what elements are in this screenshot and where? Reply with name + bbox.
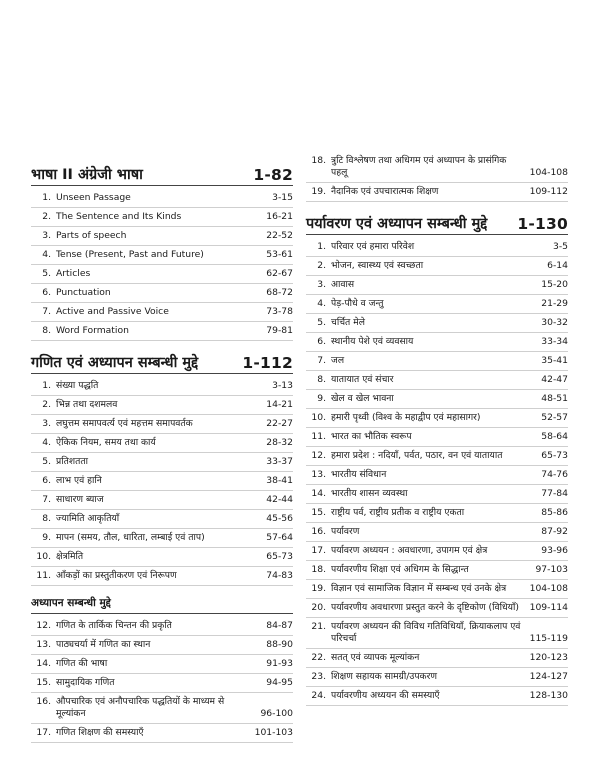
entry-title: क्षेत्रमिति xyxy=(56,551,84,562)
entry-number: 14. xyxy=(36,658,51,669)
entry-title: भारत का भौतिक स्वरूप xyxy=(331,431,412,442)
toc-entry xyxy=(306,428,568,447)
section-maths-header xyxy=(31,346,293,374)
toc-entry xyxy=(31,472,293,491)
toc-entry xyxy=(31,724,293,743)
toc-entry xyxy=(31,434,293,453)
toc-entry xyxy=(31,529,293,548)
entry-title: भिन्न तथा दशमलव xyxy=(56,399,118,410)
section-page-range: 1-112 xyxy=(242,354,293,372)
entry-number: 6. xyxy=(42,287,51,298)
entry-number: 4. xyxy=(317,298,326,309)
entry-number: 2. xyxy=(317,260,326,271)
section-page-range: 1-82 xyxy=(253,166,293,184)
entry-pages: 58-64 xyxy=(541,431,568,442)
entry-pages: 30-32 xyxy=(541,317,568,328)
entry-title: आँकड़ों का प्रस्तुतीकरण एवं निरूपण xyxy=(56,570,177,581)
entry-title: चर्चित मेले xyxy=(331,317,365,328)
entry-pages: 45-56 xyxy=(266,513,293,524)
toc-entry xyxy=(306,390,568,409)
entry-pages: 6-14 xyxy=(547,260,568,271)
toc-entry xyxy=(31,303,293,322)
entry-pages: 93-96 xyxy=(541,545,568,556)
entry-pages: 88-90 xyxy=(266,639,293,650)
subsection-title: अध्यापन सम्बन्धी मुद्दे xyxy=(31,588,293,614)
entry-number: 16. xyxy=(36,696,51,707)
entry-pages: 109-112 xyxy=(529,186,568,197)
entry-pages: 104-108 xyxy=(529,583,568,594)
entry-number: 13. xyxy=(36,639,51,650)
entry-pages: 42-47 xyxy=(541,374,568,385)
toc-entry xyxy=(306,276,568,295)
toc-entry xyxy=(306,333,568,352)
entry-title: पर्यावरण xyxy=(331,526,360,537)
entry-pages: 16-21 xyxy=(266,211,293,222)
entry-pages: 85-86 xyxy=(541,507,568,518)
entry-number: 1. xyxy=(42,192,51,203)
toc-entry xyxy=(306,542,568,561)
entry-title: गणित शिक्षण की समस्याएँ xyxy=(56,727,144,738)
entry-number: 6. xyxy=(42,475,51,486)
entry-title: भोजन, स्वास्थ्य एवं स्वच्छता xyxy=(331,260,424,271)
entry-title: ऐकिक नियम, समय तथा कार्य xyxy=(56,437,156,448)
entry-title: यातायात एवं संचार xyxy=(331,374,394,385)
entry-number: 3. xyxy=(317,279,326,290)
entry-number: 5. xyxy=(317,317,326,328)
toc-entry xyxy=(306,649,568,668)
entry-pages: 48-51 xyxy=(541,393,568,404)
toc-entry xyxy=(31,189,293,208)
entry-number: 9. xyxy=(42,532,51,543)
entry-title: शिक्षण सहायक सामग्री/उपकरण xyxy=(331,671,438,682)
toc-entry xyxy=(31,246,293,265)
entry-number: 11. xyxy=(36,570,51,581)
entry-pages: 42-44 xyxy=(266,494,293,505)
entry-title: आवास xyxy=(331,279,355,290)
entry-pages: 101-103 xyxy=(254,727,293,738)
entry-number: 2. xyxy=(42,399,51,410)
entry-title: भारतीय शासन व्यवस्था xyxy=(331,488,408,499)
toc-entry xyxy=(31,265,293,284)
entry-number: 8. xyxy=(42,325,51,336)
section-title: भाषा II अंग्रेजी भाषा xyxy=(31,167,143,183)
toc-entry xyxy=(31,415,293,434)
toc-entry xyxy=(306,257,568,276)
entry-number: 8. xyxy=(42,513,51,524)
entry-number: 1. xyxy=(42,380,51,391)
toc-entry xyxy=(31,674,293,693)
entry-pages: 33-37 xyxy=(266,456,293,467)
entry-number: 10. xyxy=(36,551,51,562)
toc-entry xyxy=(306,687,568,706)
entry-number: 16. xyxy=(311,526,326,537)
entry-pages: 33-34 xyxy=(541,336,568,347)
entry-number: 18. xyxy=(311,155,326,166)
entry-pages: 128-130 xyxy=(529,690,568,701)
toc-entry xyxy=(31,396,293,415)
entry-title: त्रुटि विश्लेषण तथा अधिगम एवं अध्यापन के प्रासंगिक पहलू xyxy=(331,155,507,178)
entry-number: 7. xyxy=(42,494,51,505)
entry-pages: 3-15 xyxy=(272,192,293,203)
entry-title: परिवार एवं हमारा परिवेश xyxy=(331,241,415,252)
entry-pages: 96-100 xyxy=(260,708,293,719)
entry-title: पाठ्यचर्या में गणित का स्थान xyxy=(56,639,151,650)
entry-pages: 57-64 xyxy=(266,532,293,543)
entry-number: 4. xyxy=(42,437,51,448)
entry-number: 19. xyxy=(311,186,326,197)
section-title: पर्यावरण एवं अध्यापन सम्बन्धी मुद्दे xyxy=(306,216,488,232)
entry-number: 9. xyxy=(317,393,326,404)
entry-title: Tense (Present, Past and Future) xyxy=(56,249,204,260)
toc-entry xyxy=(31,655,293,674)
entry-number: 6. xyxy=(317,336,326,347)
entry-title: Active and Passive Voice xyxy=(56,306,169,317)
toc-entry xyxy=(31,567,293,586)
entry-number: 18. xyxy=(311,564,326,575)
toc-entry xyxy=(306,523,568,542)
left-column xyxy=(31,158,293,743)
entry-pages: 84-87 xyxy=(266,620,293,631)
entry-title: नैदानिक एवं उपचारात्मक शिक्षण xyxy=(331,186,439,197)
entry-number: 23. xyxy=(311,671,326,682)
entry-title: जल xyxy=(331,355,345,366)
toc-entry xyxy=(31,322,293,341)
entry-pages: 22-27 xyxy=(266,418,293,429)
maths-continued-items xyxy=(306,152,568,202)
entry-title: गणित के तार्किक चिन्तन की प्रकृति xyxy=(56,620,172,631)
entry-title: पर्यावरण अध्ययन की विविध गतिविधियाँ, क्रियाकलाप एवं परिचर्चा xyxy=(331,621,521,644)
entry-number: 12. xyxy=(311,450,326,461)
entry-title: लाभ एवं हानि xyxy=(56,475,102,486)
toc-entry xyxy=(31,548,293,567)
entry-pages: 53-61 xyxy=(266,249,293,260)
entry-title: भारतीय संविधान xyxy=(331,469,387,480)
toc-entry xyxy=(306,447,568,466)
entry-title: पर्यावरणीय शिक्षा एवं अधिगम के सिद्धान्त xyxy=(331,564,469,575)
entry-pages: 124-127 xyxy=(529,671,568,682)
toc-entry xyxy=(31,617,293,636)
toc-entry xyxy=(306,371,568,390)
entry-pages: 68-72 xyxy=(266,287,293,298)
entry-number: 3. xyxy=(42,418,51,429)
entry-number: 17. xyxy=(311,545,326,556)
entry-pages: 97-103 xyxy=(535,564,568,575)
entry-number: 22. xyxy=(311,652,326,663)
entry-title: ज्यामिति आकृतियाँ xyxy=(56,513,120,524)
toc-entry xyxy=(306,314,568,333)
entry-pages: 38-41 xyxy=(266,475,293,486)
entry-title: Unseen Passage xyxy=(56,192,131,203)
entry-pages: 91-93 xyxy=(266,658,293,669)
evs-items xyxy=(306,235,568,706)
entry-number: 20. xyxy=(311,602,326,613)
entry-number: 15. xyxy=(311,507,326,518)
entry-title: पर्यावरणीय अध्ययन की समस्याएँ xyxy=(331,690,440,701)
entry-title: The Sentence and Its Kinds xyxy=(56,211,182,222)
entry-pages: 65-73 xyxy=(266,551,293,562)
entry-pages: 120-123 xyxy=(529,652,568,663)
entry-number: 12. xyxy=(36,620,51,631)
toc-entry xyxy=(31,453,293,472)
entry-pages: 15-20 xyxy=(541,279,568,290)
entry-title: लघुत्तम समापवर्त्य एवं महत्तम समापवर्तक xyxy=(56,418,193,429)
entry-pages: 52-57 xyxy=(541,412,568,423)
entry-title: Word Formation xyxy=(56,325,129,336)
entry-number: 5. xyxy=(42,268,51,279)
entry-number: 19. xyxy=(311,583,326,594)
entry-title: सामुदायिक गणित xyxy=(56,677,115,688)
entry-pages: 79-81 xyxy=(266,325,293,336)
entry-title: स्थानीय पेशे एवं व्यवसाय xyxy=(331,336,414,347)
entry-title: औपचारिक एवं अनौपचारिक पद्धतियों के माध्यम से मूल्यांकन xyxy=(56,696,225,719)
entry-number: 14. xyxy=(311,488,326,499)
entry-pages: 14-21 xyxy=(266,399,293,410)
maths-pedagogy-items xyxy=(31,614,293,743)
section-english-header xyxy=(31,158,293,186)
toc-entry xyxy=(31,208,293,227)
entry-title: राष्ट्रीय पर्व, राष्ट्रीय प्रतीक व राष्ट्रीय एकता xyxy=(331,507,465,518)
entry-title: मापन (समय, तौल, धारिता, लम्बाई एवं ताप) xyxy=(56,532,205,543)
entry-pages: 3-5 xyxy=(552,241,568,252)
entry-pages: 73-78 xyxy=(266,306,293,317)
entry-number: 3. xyxy=(42,230,51,241)
entry-pages: 87-92 xyxy=(541,526,568,537)
entry-number: 7. xyxy=(42,306,51,317)
entry-pages: 3-13 xyxy=(272,380,293,391)
entry-pages: 28-32 xyxy=(266,437,293,448)
toc-entry xyxy=(31,510,293,529)
entry-number: 4. xyxy=(42,249,51,260)
toc-entry xyxy=(31,491,293,510)
toc-entry xyxy=(306,183,568,202)
entry-pages: 62-67 xyxy=(266,268,293,279)
entry-number: 1. xyxy=(317,241,326,252)
toc-entry xyxy=(31,636,293,655)
entry-title: विज्ञान एवं सामाजिक विज्ञान में सम्बन्ध एवं उनके क्षेत्र xyxy=(331,583,507,594)
toc-entry xyxy=(306,668,568,687)
entry-number: 15. xyxy=(36,677,51,688)
english-items xyxy=(31,186,293,341)
entry-pages: 77-84 xyxy=(541,488,568,499)
toc-entry xyxy=(306,485,568,504)
section-page-range: 1-130 xyxy=(517,215,568,233)
entry-title: हमारी पृथ्वी (विश्व के महाद्वीप एवं महासागर) xyxy=(331,412,481,423)
entry-pages: 109-114 xyxy=(529,602,568,613)
entry-title: पेड़-पौधे व जन्तु xyxy=(331,298,384,309)
entry-pages: 74-83 xyxy=(266,570,293,581)
entry-number: 10. xyxy=(311,412,326,423)
entry-title: गणित की भाषा xyxy=(56,658,108,669)
entry-pages: 115-119 xyxy=(529,633,568,644)
section-evs-header xyxy=(306,207,568,235)
toc-entry xyxy=(306,466,568,485)
entry-title: सतत् एवं व्यापक मूल्यांकन xyxy=(331,652,420,663)
entry-number: 7. xyxy=(317,355,326,366)
entry-number: 13. xyxy=(311,469,326,480)
entry-number: 2. xyxy=(42,211,51,222)
entry-number: 11. xyxy=(311,431,326,442)
entry-number: 17. xyxy=(36,727,51,738)
entry-title: प्रतिशतता xyxy=(56,456,88,467)
toc-entry xyxy=(306,599,568,618)
entry-number: 21. xyxy=(311,621,326,632)
entry-pages: 74-76 xyxy=(541,469,568,480)
toc-entry xyxy=(306,504,568,523)
toc-entry xyxy=(306,238,568,257)
entry-pages: 94-95 xyxy=(266,677,293,688)
entry-title: पर्यावरण अध्ययन : अवधारणा, उपागम एवं क्षेत्र xyxy=(331,545,488,556)
toc-entry xyxy=(31,693,293,724)
entry-pages: 21-29 xyxy=(541,298,568,309)
toc-entry xyxy=(306,618,568,649)
toc-entry xyxy=(31,377,293,396)
entry-title: हमारा प्रदेश : नदियाँ, पर्वत, पठार, वन एवं यातायात xyxy=(331,450,503,461)
entry-number: 24. xyxy=(311,690,326,701)
entry-title: Articles xyxy=(56,268,91,279)
toc-entry xyxy=(306,561,568,580)
toc-entry xyxy=(306,409,568,428)
toc-entry xyxy=(306,352,568,371)
toc-entry xyxy=(31,227,293,246)
entry-title: Punctuation xyxy=(56,287,111,298)
maths-items xyxy=(31,374,293,586)
entry-title: संख्या पद्धति xyxy=(56,380,99,391)
entry-pages: 104-108 xyxy=(529,167,568,178)
entry-title: Parts of speech xyxy=(56,230,127,241)
entry-number: 8. xyxy=(317,374,326,385)
section-title: गणित एवं अध्यापन सम्बन्धी मुद्दे xyxy=(31,355,199,371)
entry-pages: 22-52 xyxy=(266,230,293,241)
toc-entry xyxy=(306,580,568,599)
entry-title: खेल व खेल भावना xyxy=(331,393,394,404)
right-column xyxy=(306,152,568,706)
entry-pages: 35-41 xyxy=(541,355,568,366)
entry-title: साधारण ब्याज xyxy=(56,494,104,505)
toc-entry xyxy=(306,295,568,314)
entry-title: पर्यावरणीय अवधारणा प्रस्तुत करने के दृष्टिकोण (विधियाँ) xyxy=(331,602,519,613)
toc-entry xyxy=(31,284,293,303)
entry-pages: 65-73 xyxy=(541,450,568,461)
entry-number: 5. xyxy=(42,456,51,467)
toc-entry xyxy=(306,152,568,183)
